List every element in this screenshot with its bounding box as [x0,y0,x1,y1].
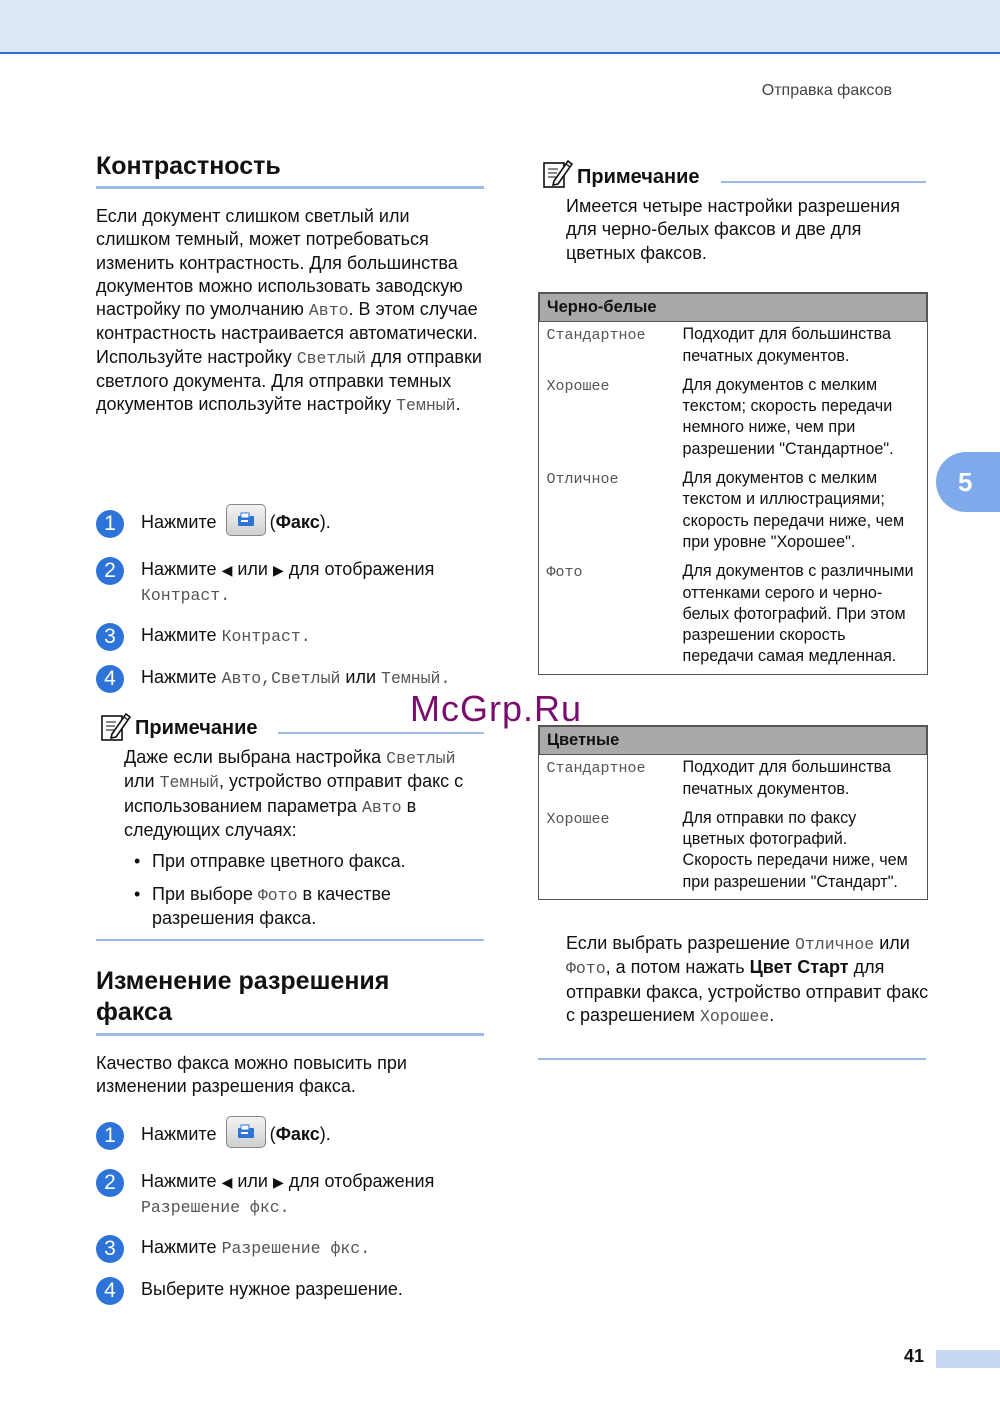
step-text: Нажмите [141,1124,217,1144]
resolution-key: Хорошее [546,377,610,395]
step-value-dark: Темный [381,669,441,688]
right-arrow-icon: ▶ [273,562,284,578]
contrast-text-d: для отправки светлого документа. Для отправки темных документов используйте настройку [96,346,482,415]
resolution-title-line-1: Изменение разрешения [96,967,390,995]
bw-table-header: Черно-белые [540,294,927,322]
step-value: Контраст [221,627,301,646]
contrast-title-rule [96,186,484,189]
step-end: . [300,627,311,646]
resolution-intro: Качество факса можно повысить при изменении разрешения факса. [96,1053,407,1097]
contrast-text-a: Если документ слишком светлый или слишком темный, может потребоваться изменить контрастность. Для большинства документов можно использовать заводскую настройку по умолчанию [96,206,463,320]
color-resolution-table [538,725,928,900]
note-end-rule [538,1058,926,1060]
step-text: Выберите нужное разрешение. [141,1279,403,1299]
contrast-text-c: Используйте настройку [96,346,297,367]
step-text: Нажмите [141,512,217,532]
resolution-key: Хорошее [546,810,610,828]
color-table-header: Цветные [540,727,927,755]
table-row [540,373,927,466]
after-value-good: Хорошее [699,1006,770,1026]
note-heading: Примечание [577,166,700,188]
paren-close: ). [319,512,331,532]
contrast-value-light: Светлый [296,348,367,368]
contrast-intro [96,205,488,418]
note-heading-rule [278,732,484,734]
after-value-photo: Фото [566,959,606,979]
resolution-desc: Подходит для большинства печатных документов. [682,325,892,365]
bw-resolution-table [538,292,928,675]
step-or: или [237,1171,268,1191]
step-end: . [220,586,231,605]
resolution-title-line-2: факса [96,998,173,1026]
left-arrow-icon: ◀ [221,562,233,578]
watermark: McGrp.Ru [410,688,583,729]
resolution-key: Стандартное [546,327,646,345]
after-text-2: , а потом нажать [605,957,750,978]
page-number-bar [936,1350,1000,1368]
after-text-3: для отправки факса, устройство отправит факс с разрешением [566,957,929,1025]
resolution-title [96,966,488,1028]
fax-label: Факс [275,512,320,532]
paren-close: ). [319,1124,331,1144]
step-number: 4 [96,1277,124,1305]
step-value-light: Светлый [271,669,341,688]
note-bullet-1: При отправке цветного факса. [152,851,406,871]
table-row [540,806,927,899]
note-value-auto: Авто [361,797,402,817]
contrast-text-e: . [455,394,461,415]
step-text: Нажмите [141,559,217,579]
step-text: Нажмите [141,1237,217,1257]
step-number: 3 [96,623,124,651]
step-end: . [440,669,451,688]
contrast-value-dark: Темный [396,396,456,416]
bullet-value-photo: Фото [257,886,298,905]
step-number: 3 [96,1235,124,1263]
step-value-auto: Авто [221,669,262,688]
right-note-body: Имеется четыре настройки разрешения для черно-белых факсов и две для цветных факсов. [566,196,901,263]
step-text: Нажмите [141,625,217,645]
after-text-1: Если выбрать разрешение [566,933,795,953]
step-value: Разрешение фкс [141,1198,280,1217]
step-comma: , [261,669,272,688]
note-body [124,746,486,842]
resolution-desc: Для документов с различными оттенками серого и черно-белых фотографий. При этом разрешении скорость передачи самая медленная. [682,562,914,666]
bullet-text-pre: При выборе [152,884,258,904]
top-header-bar [0,0,1000,54]
step-number: 1 [96,510,124,538]
contrast-text-b: . В этом случае контрастность настраивается автоматически. [96,299,478,344]
resolution-desc: Подходит для большинства печатных документов. [682,758,892,798]
resolution-key: Отличное [546,471,619,489]
right-arrow-icon: ▶ [273,1174,284,1190]
bullet-mark: • [134,851,141,871]
resolution-key: Фото [546,564,583,582]
left-arrow-icon: ◀ [221,1174,233,1190]
after-value-excellent: Отличное [794,935,875,954]
step-number: 2 [96,557,124,585]
note-text-2: , устройство отправит факс с использованием параметра [124,771,464,816]
step-text: Нажмите [141,1171,217,1191]
step-number: 2 [96,1169,124,1197]
running-title: Отправка факсов [761,82,892,99]
resolution-desc: Для документов с мелким текстом; скорость передачи немного ниже, чем при разрешении "Стандартное". [682,375,894,458]
step-number: 1 [96,1122,124,1150]
note-pencil-icon [542,157,574,189]
after-or: или [874,933,910,953]
page-number: 41 [903,1346,924,1366]
fax-label: Факс [275,1124,320,1144]
step-number: 4 [96,665,124,693]
table-row [540,559,927,673]
fax-button-icon[interactable] [226,504,266,536]
note-bullet-2 [152,883,486,931]
step-text: Нажмите [141,667,217,687]
paren-open: ( [269,512,276,532]
resolution-desc: Для отправки по факсу цветных фотографий. Скорость передачи ниже, чем при разрешении "Стандарт". [682,808,908,891]
after-tables-note [566,932,930,1028]
paren-open: ( [269,1124,276,1144]
step-or: или [237,559,268,579]
note-value-dark: Темный [159,773,220,793]
step-end: . [360,1239,371,1258]
step-value: Разрешение фкс [221,1239,361,1258]
note-heading-rule [721,181,926,183]
table-row [540,755,927,806]
color-start-label: Цвет Старт [749,957,849,978]
note-text-1: Даже если выбрана настройка [124,747,387,767]
note-text-3: в следующих случаях: [124,795,417,840]
note-value-light: Светлый [386,749,456,768]
table-row [540,322,927,373]
note-pencil-icon [100,710,132,742]
step-text-post: для отображения [288,559,435,579]
contrast-title: Контрастность [96,152,281,180]
resolution-title-rule [96,1033,484,1036]
step-end: . [279,1198,290,1217]
table-row [540,466,927,559]
chapter-tab: 5 [936,452,1000,512]
bullet-text-post: в качестве разрешения факса. [152,884,391,929]
step-or: или [345,667,377,687]
contrast-value-auto: Авто [308,301,349,321]
step-value: Контраст [141,586,221,605]
step-text-post: для отображения [288,1171,435,1191]
bullet-mark: • [134,884,141,904]
note-or: или [124,771,160,792]
fax-button-icon[interactable] [226,1116,266,1148]
note-heading: Примечание [135,717,258,739]
after-text-4: . [769,1004,775,1025]
resolution-desc: Для документов с мелким текстом и иллюстрациями; скорость передачи ниже, чем при уровне "Хорошее". [682,469,905,551]
resolution-key: Стандартное [546,760,646,778]
note-end-rule [96,939,484,941]
